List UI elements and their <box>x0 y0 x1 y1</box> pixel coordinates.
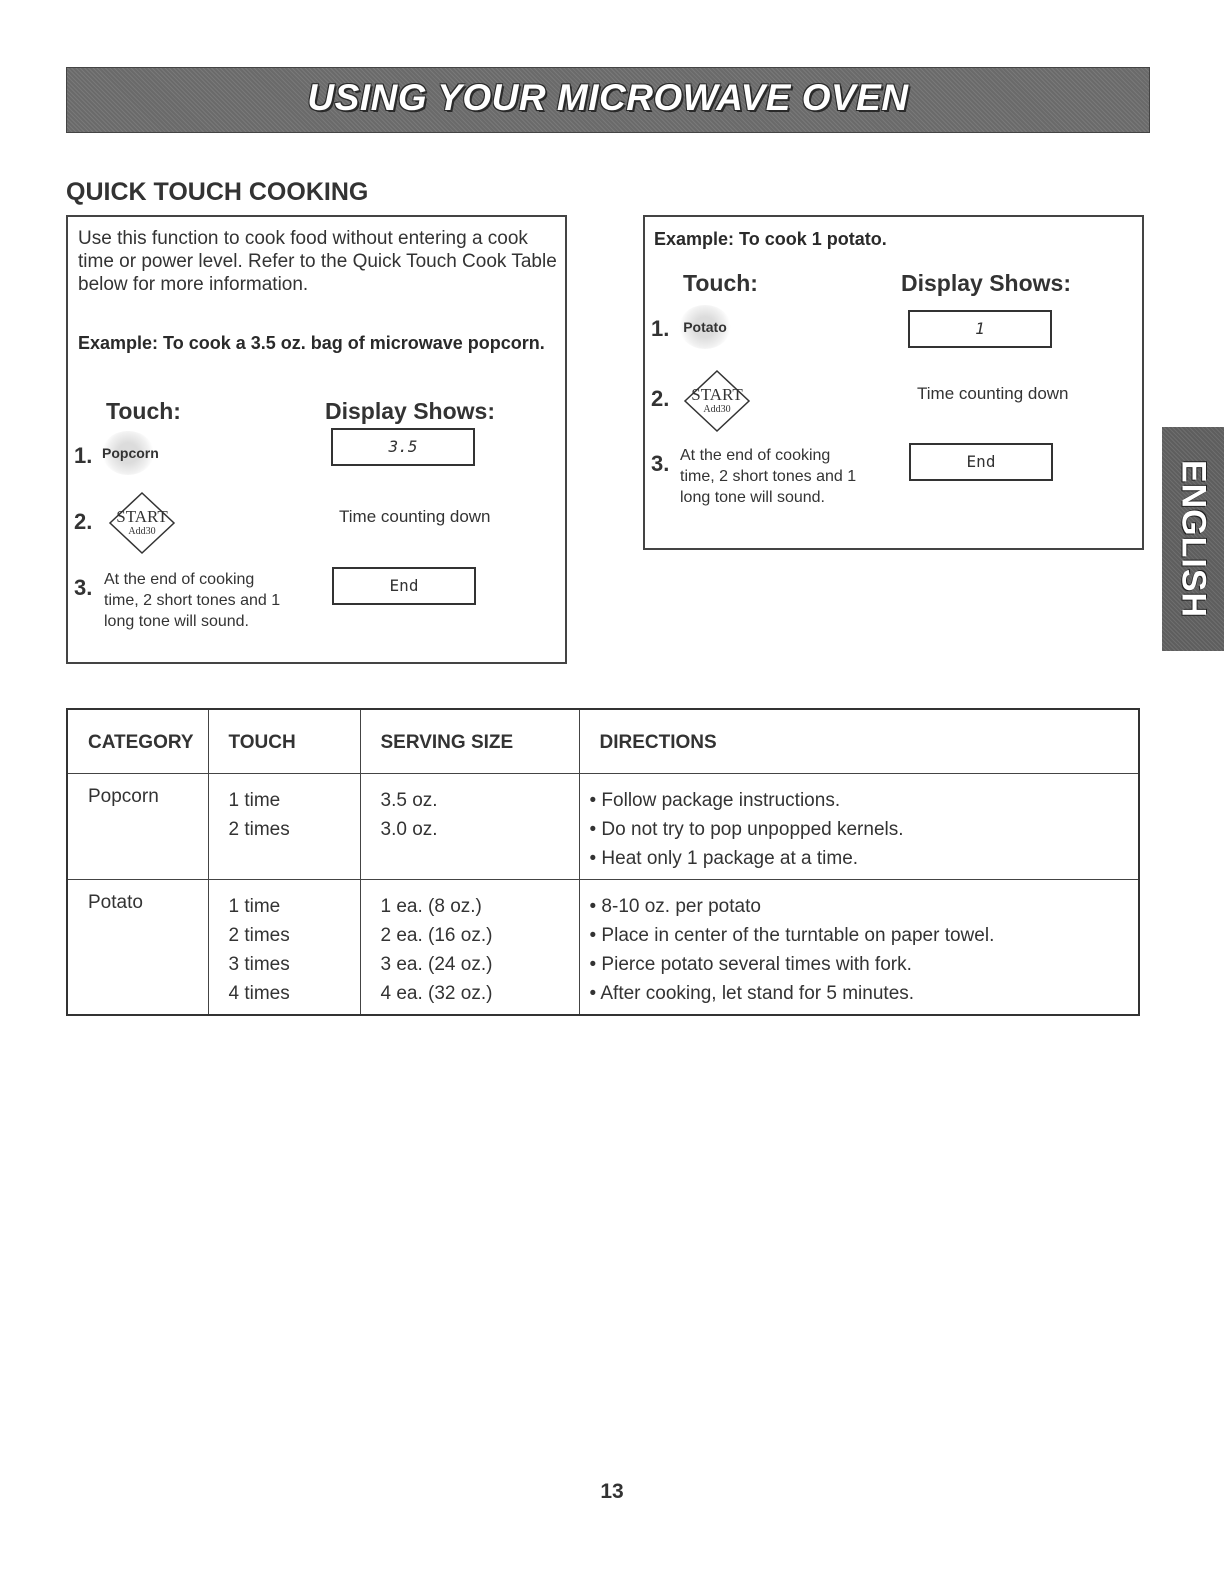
touch-value: 2 times <box>228 819 290 840</box>
step-2-number: 2. <box>651 386 670 411</box>
start-button-icon <box>681 365 753 437</box>
add30-label: Add30 <box>128 526 156 537</box>
touch-value: 3 times <box>228 954 290 975</box>
serving-value: 3 ea. (24 oz.) <box>380 954 493 975</box>
display-end: End <box>909 443 1053 481</box>
popcorn-example-box <box>66 215 567 664</box>
display-header: Display Shows: <box>901 270 1071 296</box>
display-header: Display Shows: <box>325 398 495 424</box>
display-popcorn-amount: 3.5 <box>331 428 475 466</box>
serving-value: 1 ea. (8 oz.) <box>380 896 482 917</box>
directions-cell <box>579 774 1139 880</box>
direction-item: • Do not try to pop unpopped kernels. <box>589 819 904 840</box>
touch-value: 4 times <box>228 983 290 1004</box>
time-counting-note: Time counting down <box>917 384 1069 403</box>
step-3-text: At the end of cooking time, 2 short tones and 1 long tone will sound. <box>104 571 281 630</box>
step-3-text: At the end of cooking time, 2 short tones and 1 long tone will sound. <box>680 447 857 506</box>
quick-touch-cook-table <box>66 708 1140 1016</box>
header-touch: TOUCH <box>208 709 360 774</box>
language-label: ENGLISH <box>1174 459 1213 619</box>
touch-cell <box>208 880 360 1016</box>
table-header-row <box>67 709 1139 774</box>
category-cell: Potato <box>88 892 143 913</box>
category-cell: Popcorn <box>67 774 208 880</box>
serving-cell <box>360 880 579 1016</box>
touch-header: Touch: <box>683 270 758 296</box>
popcorn-example-title: Example: To cook a 3.5 oz. bag of microwave popcorn. <box>78 333 545 353</box>
serving-value: 3.0 oz. <box>380 819 438 840</box>
potato-pad-icon: Potato <box>679 305 731 349</box>
touch-value: 1 time <box>228 896 281 917</box>
serving-cell <box>360 774 579 880</box>
popcorn-pad-icon: Popcorn <box>102 431 154 475</box>
potato-example-box <box>643 215 1144 550</box>
table-row <box>67 774 1139 880</box>
section-title: QUICK TOUCH COOKING <box>66 178 369 206</box>
start-button-icon <box>106 487 178 559</box>
serving-value: 3.5 oz. <box>380 790 438 811</box>
table-row <box>67 880 1139 1016</box>
touch-value: 1 time <box>228 790 281 811</box>
direction-item: • Follow package instructions. <box>589 790 841 811</box>
display-end: End <box>332 567 476 605</box>
direction-item: • Place in center of the turntable on paper towel. <box>589 925 995 946</box>
step-3-number: 3. <box>74 575 93 600</box>
header-directions: DIRECTIONS <box>579 709 1139 774</box>
page-banner <box>66 67 1150 133</box>
step-3-number: 3. <box>651 451 670 476</box>
directions-cell <box>579 880 1139 1016</box>
page-number: 13 <box>600 1480 624 1503</box>
touch-header: Touch: <box>106 398 181 424</box>
direction-item: • 8-10 oz. per potato <box>589 896 761 917</box>
touch-cell <box>208 774 360 880</box>
start-label: START <box>691 385 743 404</box>
direction-item: • Heat only 1 package at a time. <box>589 848 859 869</box>
header-serving-size: SERVING SIZE <box>360 709 579 774</box>
time-counting-note: Time counting down <box>339 507 491 526</box>
start-label: START <box>116 507 168 526</box>
intro-text: Use this function to cook food without entering a cook time or power level. Refer to the Quick Touch Cook Table below for more information. <box>78 228 557 295</box>
header-category: CATEGORY <box>67 709 208 774</box>
potato-example-title: Example: To cook 1 potato. <box>654 229 887 249</box>
add30-label: Add30 <box>703 404 731 415</box>
language-tab <box>1162 427 1224 651</box>
direction-item: • Pierce potato several times with fork. <box>589 954 912 975</box>
serving-value: 4 ea. (32 oz.) <box>380 983 493 1004</box>
step-2-number: 2. <box>74 509 93 534</box>
step-1-number: 1. <box>651 316 670 341</box>
banner-title: USING YOUR MICROWAVE OVEN <box>307 77 909 118</box>
step-1-number: 1. <box>74 443 93 468</box>
touch-value: 2 times <box>228 925 290 946</box>
serving-value: 2 ea. (16 oz.) <box>380 925 493 946</box>
display-potato-count: 1 <box>908 310 1052 348</box>
direction-item: • After cooking, let stand for 5 minutes. <box>589 983 915 1004</box>
